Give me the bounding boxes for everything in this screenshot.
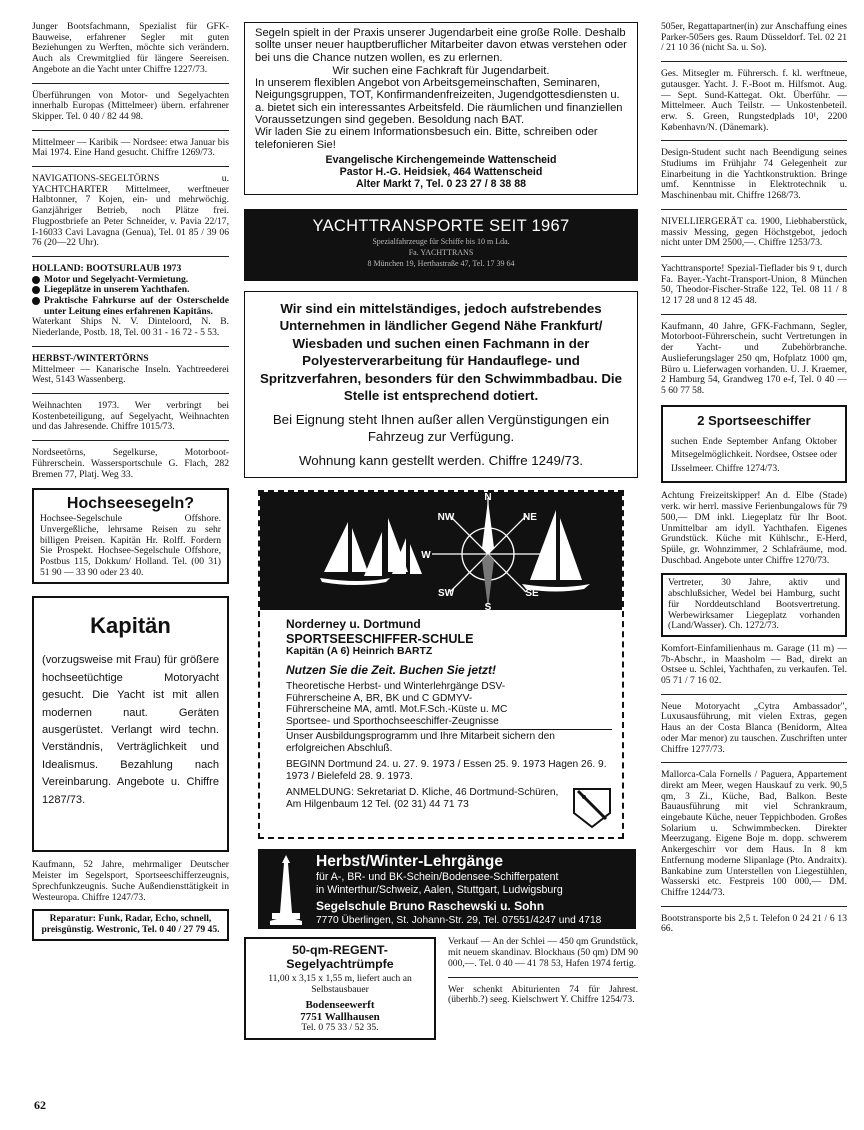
poly-p2: Bei Eignung steht Ihnen außer allen Vergünstigungen ein Fahrzeug zur Verfügung. bbox=[272, 411, 610, 445]
compass-label: W bbox=[421, 550, 431, 562]
yt-line2: Spezialfahrzeuge für Schiffe bis 10 m Lda. bbox=[372, 236, 510, 246]
poly-p3: Wohnung kann gestellt werden. Chiffre 1249/73. bbox=[298, 452, 584, 468]
jugend-p2: Wir suchen eine Fachkraft für Jugendarbeit. bbox=[332, 64, 550, 77]
ad-505er: 505er, Regattapartner(in) zur Anschaffung eines Parker-505ers ges. Raum Düsseldorf. Tel. 02 21 / 21 10 36 (nicht Sa. u. So). bbox=[661, 21, 847, 54]
jugend-sig1: Evangelische Kirchengemeinde Wattenscheid bbox=[325, 153, 557, 166]
regent-tel: Tel. 0 75 33 / 52 35. bbox=[301, 1021, 379, 1033]
compass-label: N bbox=[484, 492, 492, 504]
ad-herbst-wintertoerns bbox=[32, 354, 229, 386]
ad-2-sportseeschiffer bbox=[661, 405, 847, 484]
herbst-title: HERBST-/WINTERTÖRNS bbox=[32, 352, 149, 364]
divider bbox=[661, 140, 847, 141]
compass-sailboats-graphic bbox=[260, 492, 622, 610]
divider bbox=[661, 906, 847, 907]
ad-polyester bbox=[244, 291, 638, 479]
jugend-p4: Wir laden Sie zu einem Informationsbesuch ein. Bitte, schreiben oder telefonieren Sie! bbox=[255, 126, 598, 151]
ad-bootsfachmann: Junger Bootsfachmann, Spezialist für GFK-Bauweise, erfahrener Segler mit guten Beziehungen zu Werften, möchte sich verändern. Auch als Crewmitglied für längere Seereisen. Angebote an die Yacht unter Chiffre 1227/73. bbox=[32, 21, 229, 75]
ad-vertreter: Vertreter, 30 Jahre, aktiv und abschlußsicher, Wedel bei Hamburg, sucht für Norddeutschland Bootsvertretung. Werbewirksamer Liegeplatz vorhanden (Land/Wasser). Ch. 1272/73. bbox=[661, 573, 847, 637]
divider bbox=[661, 61, 847, 62]
jugend-p3: In unserem flexiblen Angebot von Arbeitsgemeinschaften, Seminaren, Neigungsgruppen, TOT, Konfirmandenfreizeiten, Jugendgottesdiensten u. a. bietet sich ein interessantes Arbeitsfeld. Die räumlichen und finanziellen Voraussetzungen sind gegeben. Besoldung nach BAT. bbox=[255, 77, 623, 127]
school-slogan: Nutzen Sie die Zeit. Buchen Sie jetzt! bbox=[286, 663, 497, 678]
school-anmeldung-row bbox=[286, 787, 612, 829]
school-l2: SPORTSEESCHIFFER-SCHULE bbox=[286, 631, 474, 646]
divider bbox=[661, 694, 847, 695]
poly-p1: Wir sind ein mittelständiges, jedoch aufstrebendes Unternehmen in ländlicher Gegend Nähe Frankfurt/ Wiesbaden und suchen einen Fachmann in der Polyesterverarbeitung für Handauflege- und Spritzverfahren, besonders für den Schwimmbadbau. Die Stelle ist entsprechend dotiert. bbox=[259, 300, 623, 404]
hochsee-body: Hochsee-Segelschule Offshore. Unvergeßliche, lehrsame Reisen zu sehr billigen Preisen. Kapitän Hr. Rolff. Fordern Sie Prospekt. Hochsee-Segelschule Offshore, Postbus 115, Dokkum/ Holland. Tel. (00 31) 51 90 — 33 90 oder 23 40. bbox=[40, 513, 221, 578]
rasch-text bbox=[316, 853, 630, 927]
ad-kapitaen bbox=[32, 596, 229, 852]
ad-nivelliergeraet: NIVELLIERGERÄT ca. 1900, Liebhaberstück, massiv Messing, gegen Höchstgebot, jedoch nicht unter DM 2500,—. Chiffre 1253/73. bbox=[661, 215, 847, 249]
ad-kaufmann-52: Kaufmann, 52 Jahre, mehrmaliger Deutscher Meister im Segelsport, Sportseeschifferzeugnis, Sprechfunkzeugnis. Suche Außendiensttätigkeit in Westeuropa. Chiffre 1247/73. bbox=[32, 859, 229, 903]
ad-jugendarbeit bbox=[244, 22, 638, 195]
holland-item: Motor und Segelyacht-Vermietung. bbox=[32, 275, 229, 286]
middle-column bbox=[244, 22, 638, 1040]
mid-right-ads bbox=[448, 937, 638, 1039]
ad-reparatur: Reparatur: Funk, Radar, Echo, schnell, preisgünstig. Westronic, Tel. 0 40 / 27 79 45. bbox=[32, 909, 229, 940]
ad-sportseeschiffer-schule bbox=[258, 490, 624, 839]
rasch-l2: für A-, BR- und BK-Schein/Bodensee-Schifferpatent bbox=[316, 871, 559, 884]
herbst-body: Mittelmeer — Kanarische Inseln. Yachtreederei West, 5143 Wassenberg. bbox=[32, 363, 229, 386]
bullet-icon bbox=[32, 276, 40, 284]
yt-title: YACHTTRANSPORTE SEIT 1967 bbox=[312, 216, 570, 235]
divider bbox=[448, 977, 638, 978]
kapitaen-body: (vorzugsweise mit Frau) für größere hochseetüchtige Motoryacht gesucht. Die Yacht ist mit allen modernen naut. Geräten ausgerüstet. Verlangt wird techn. Verständnis, Verträglichkeit und Idealismus. Bezahlung nach Vereinbarung. Angebote u. Chiffre 1287/73. bbox=[42, 654, 219, 806]
ad-navigations: NAVIGATIONS-SEGELTÖRNS u. YACHTCHARTER Mittelmeer, werftneuer Halbtonner, 7 Kojen, ein- und mehrwöchig. Ganzjähriger Betrieb, noch Plätze frei. Flugpostbriefe an Peter Schneider, v. Pavia 22/17, I-16033 Cavi Lavagna (Genua), Tel. 01 85 / 39 06 76 (20—22 Uhr). bbox=[32, 173, 229, 249]
ad-kaufmann-40: Kaufmann, 40 Jahre, GFK-Fachmann, Segler, Motorboot-Führerschein, sucht Vertretungen in der Yacht- und Zubehörbranche. Auslieferungslager 250 qm, Hofplatz 1000 qm, Büro u. Lieferwagen vorhanden. U. J. Kraemer, 2 Hamburg 54, Grandweg 170 e-f, Tel. 0 40 — 5 60 77 58. bbox=[661, 320, 847, 396]
ad-verkauf-schlei: Verkauf — An der Schlei — 450 qm Grundstück, mit neuem skandinav. Blockhaus (50 qm) DM 90 000,—. Tel. 0 40 — 41 78 53, Hafen 1974 fertig. bbox=[448, 936, 638, 969]
ad-achtung-freizeitskipper: Achtung Freizeitskipper! An d. Elbe (Stade) verk. wir herrl. massive Ferienbungalows für 79 500,— DM inkl. Liegeplatz für Ihr Boot. Unmittelbar am idyll. Yachthafen. Eigenes Grundstück. Küche mit Kühlschr., E-Herd, Spüle, gr. Wohnzimmer, 2 Schlafräume, mod. Duschbad. Angebote unter Chiffre 1270/73. bbox=[661, 490, 847, 566]
divider bbox=[32, 256, 229, 257]
left-column bbox=[32, 22, 229, 941]
bullet-icon bbox=[32, 297, 40, 305]
bullet-icon bbox=[32, 286, 40, 294]
holland-item: Liegeplätze in unserem Yachthafen. bbox=[32, 285, 229, 296]
kapitaen-title: Kapitän bbox=[90, 613, 171, 639]
divider bbox=[32, 346, 229, 347]
right-column bbox=[661, 22, 847, 935]
divider bbox=[661, 256, 847, 257]
ad-mitsegler: Ges. Mitsegler m. Führersch. f. kl. werftneue, gutausger. Yacht. J. F.-Boot m. Hilfsmot. Aug. — Sept. Sund-Kattegat. Okt. Überführ. — Mittelmeer. Auch Teilstr. — Unkostenbeteil. erw. S. Green, Rungstedplads 10¹, 2200 København/N. (Dänemark). bbox=[661, 68, 847, 133]
rasch-title: Herbst/Winter-Lehrgänge bbox=[316, 853, 504, 871]
rasch-l5: 7770 Überlingen, St. Johann-Str. 29, Tel. 07551/4247 und 4718 bbox=[316, 915, 602, 927]
ad-yachttransporte: Yachttransporte! Spezial-Tieflader bis 9 t, durch Fa. Bayer.-Yacht-Transport-Union, 8 München 50, Theodor-Fischer-Straße 122, Tel. 08 11 / 8 12 17 28 und 8 12 45 48. bbox=[661, 262, 847, 307]
ad-yachttransporte-banner bbox=[244, 209, 638, 281]
divider bbox=[661, 314, 847, 315]
ad-nordseetoerns: Nordseetörns, Segelkurse, Motorboot-Führerschein. Wassersportschule G. Flach, 282 Bremen 77, Platj. Weg 33. bbox=[32, 447, 229, 480]
compass-label: NE bbox=[523, 512, 537, 524]
sportsee-body: suchen Ende September Anfang Oktober Mitsegelmöglichkeit. Nordsee, Ostsee oder IJsselmeer. Chiffre 1274/73. bbox=[671, 435, 837, 474]
divider bbox=[32, 130, 229, 131]
jugend-p1: Segeln spielt in der Praxis unserer Jugendarbeit eine große Rolle. Deshalb sollte unser neuer hauptberuflicher Mitarbeiter davon etwas verstehen oder bei uns die Chance nutzen wollen, es zu erlernen. bbox=[255, 27, 627, 64]
holland-title: HOLLAND: BOOTSURLAUB 1973 bbox=[32, 262, 182, 274]
ad-neue-motoryacht: Neue Motoryacht „Cytra Ambassador", Luxusausführung, mit vielen Extras, gegen Haus an der Costa Blanca (Benidorm, Altea oder Mar menor) zu tauschen. Zuschriften unter Chiffre 1277/73. bbox=[661, 700, 847, 755]
ad-weihnachten: Weihnachten 1973. Wer verbringt bei Kostenbeteiligung, auf Segelyacht, Weihnachten und das Jahresende. Chiffre 1015/73. bbox=[32, 399, 229, 433]
regent-title: 50-qm-REGENT-Segelyachtrümpfe bbox=[286, 943, 394, 972]
holland-item: Praktische Fahrkurse auf der Osterschelde unter Leitung eines erfahrenen Kapitäns. bbox=[32, 296, 229, 317]
school-l1: Norderney u. Dortmund bbox=[286, 617, 421, 632]
ad-hochseesegeln bbox=[32, 488, 229, 584]
hochsee-title: Hochseesegeln? bbox=[66, 495, 195, 513]
divider bbox=[32, 83, 229, 84]
compass-label: NW bbox=[437, 512, 455, 524]
ad-ueberfuehrungen: Überführungen von Motor- und Segelyachten innerhalb Europas (Mittelmeer) übern. erfahrener Skipper. Tel. 0 40 / 82 44 98. bbox=[32, 89, 229, 122]
yt-line4: 8 München 19, Herthastraße 47, Tel. 17 39 64 bbox=[367, 258, 515, 268]
school-begin: BEGINN Dortmund 24. u. 27. 9. 1973 / Essen 25. 9. 1973 Hagen 26. 9. 1973 / Bielefeld 28. 9. 1973. bbox=[286, 759, 607, 782]
school-body bbox=[260, 610, 622, 829]
compass-label: E bbox=[548, 550, 556, 562]
compass-label: SE bbox=[525, 588, 539, 600]
regent-s1: Bodenseewerft bbox=[305, 998, 375, 1011]
regent-body: 11,00 x 3,15 x 1,55 m, liefert auch an Selbstausbauer bbox=[268, 973, 412, 996]
rasch-l3: in Winterthur/Schweiz, Aalen, Stuttgart, Ludwigsburg bbox=[316, 884, 563, 897]
school-anmeldung: ANMELDUNG: Sekretariat D. Kliche, 46 Dortmund-Schüren, Am Hilgenbaum 12 Tel. (02 31) 44 71 73 bbox=[286, 787, 559, 810]
compass-label: SW bbox=[437, 588, 455, 600]
divider bbox=[32, 166, 229, 167]
holland-contact: Waterkant Ships N. V. Dinteloord, N. B. Niederlande, Postb. 18, Tel. 00 31 - 16 72 - 5 53. bbox=[32, 316, 229, 339]
lighthouse-icon bbox=[268, 853, 304, 925]
mid-bottom-row bbox=[244, 937, 638, 1039]
ad-komfort-einfamilienhaus: Komfort-Einfamilienhaus m. Garage (11 m) — 7b-Abschr., in Maasholm — Bad, direkt an Ostsee u. Schlei, Yachthafen, zu verkaufen. Tel. 05 71 / 7 16 02. bbox=[661, 642, 847, 687]
divider bbox=[661, 762, 847, 763]
divider bbox=[32, 440, 229, 441]
page-number: 62 bbox=[34, 1098, 46, 1112]
ad-abiturienten: Wer schenkt Abiturienten 74 für Jahrest. (überhb.?) seeg. Kielschwert Y. Chiffre 1254/73. bbox=[448, 983, 638, 1006]
sportsee-title: 2 Sportseeschiffer bbox=[697, 412, 811, 428]
ad-holland bbox=[32, 264, 229, 339]
divider bbox=[661, 209, 847, 210]
divider bbox=[32, 393, 229, 394]
ad-mallorca: Mallorca-Cala Fornells / Paguera, Appartement direkt am Meer, wegen Hauskauf zu verk. 90,5 qm, 3 Zi., Küche, Bad, Balkon. Beste Bauausführung mit viel Schrankraum, eingebaute Küche, neuer Teppichboden. Großes Solarium u. Schwimmbecken. Direkter Meerzugang. Eigene Boje m. dopp. schwerem Ankergeschirr vor dem Haus. In 8 km Entfernung moderne Slipanlage (Pto. Andraitx). Bankabine zum Unterstellen von Liegestühlen, Wasserski etc. Festpreis 100 000,— DM. Chiffre 1244/73. bbox=[661, 769, 847, 898]
school-program: Unser Ausbildungsprogramm und Ihre Mitarbeit sichern den erfolgreichen Abschluß. bbox=[286, 729, 612, 754]
ad-raschewski bbox=[258, 849, 636, 929]
jugend-sig2: Pastor H.-G. Heidsiek, 464 Wattenscheid bbox=[339, 165, 543, 178]
yt-line3: Fa. YACHTTRANS bbox=[408, 247, 474, 257]
compass-label: S bbox=[484, 602, 492, 611]
school-courses: Theoretische Herbst- und Winterlehrgänge DSV-Führerscheine A, BR, BK und C GDMYV-Führerscheine MA, amtl. Mot.F.Sch.-Küste u. MC Sportsee- und Sporthochseeschiffer-Zeugnisse bbox=[286, 681, 508, 727]
sailing-compass-illustration bbox=[260, 492, 622, 610]
regent-s2: 7751 Wallhausen bbox=[300, 1010, 380, 1023]
ad-mittelmeer-karibik: Mittelmeer — Karibik — Nordsee: etwa Januar bis Mai 1974. Eine Hand gesucht. Chiffre 1269/73. bbox=[32, 136, 229, 159]
ad-bootstransporte: Bootstransporte bis 2,5 t. Telefon 0 24 21 / 6 13 66. bbox=[661, 912, 847, 935]
ad-design-student: Design-Student sucht nach Beendigung seines Studiums im Frühjahr 74 Gelegenheit zur Einarbeitung in die Yachtkonstruktion. Bringe umf. Kenntnisse in Elektrotechnik u. Maschinenbau mit. Chiffre 1268/73. bbox=[661, 147, 847, 202]
jugend-sig3: Alter Markt 7, Tel. 0 23 27 / 8 38 88 bbox=[356, 177, 526, 190]
school-emblem-icon bbox=[572, 787, 612, 829]
ad-regent bbox=[244, 937, 436, 1039]
rasch-l4: Segelschule Bruno Raschewski u. Sohn bbox=[316, 899, 545, 914]
school-l3: Kapitän (A 6) Heinrich BARTZ bbox=[286, 645, 433, 657]
